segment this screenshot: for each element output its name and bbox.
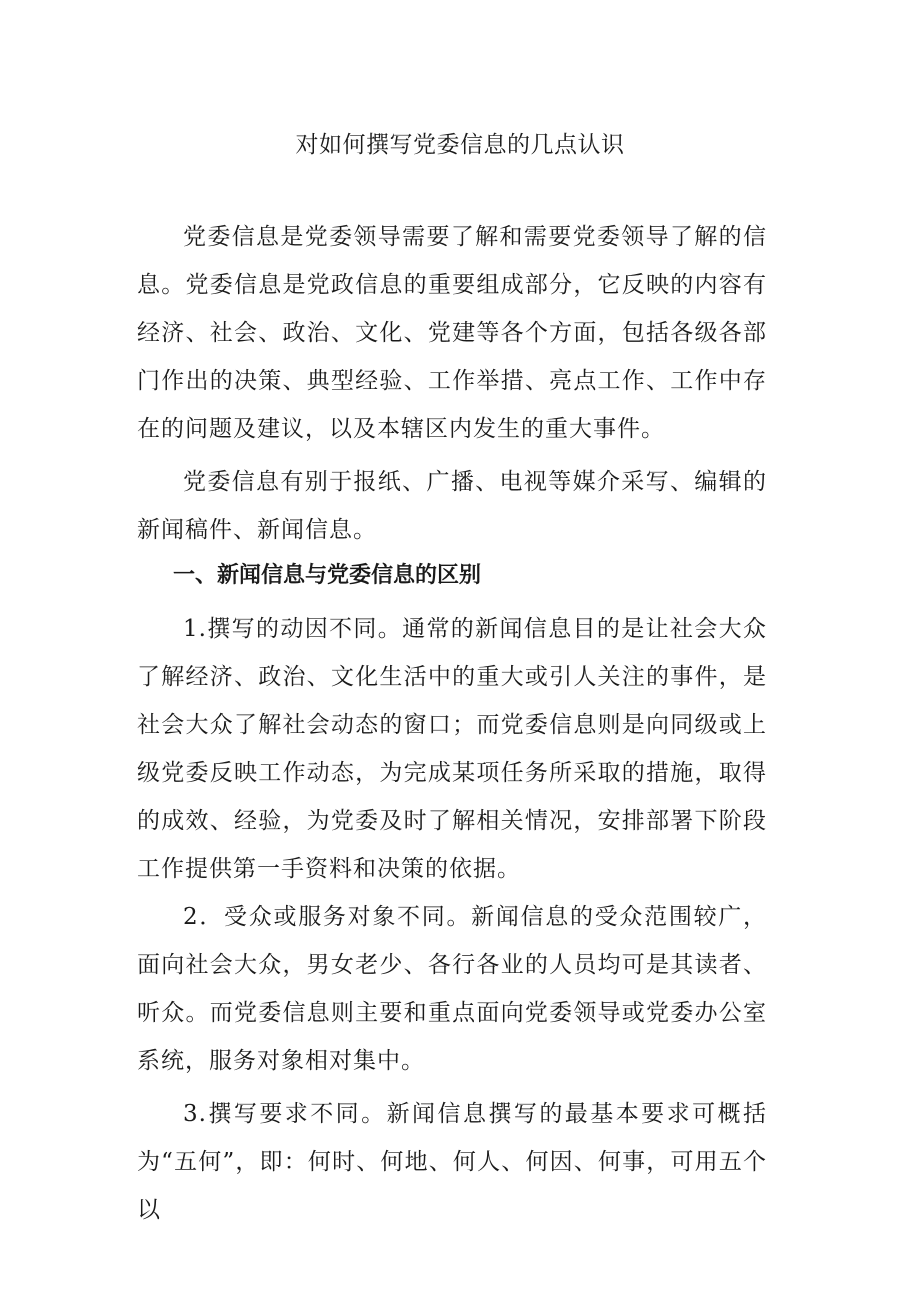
point-audience: 2．受众或服务对象不同。新闻信息的受众范围较广，面向社会大众，男女老少、各行各业的人员均可是其读者、听众。而党委信息则主要和重点面向党委领导或党委办公室系统，服务对象相对集中。 xyxy=(137,904,767,1074)
point-motivation: 1.撰写的动因不同。通常的新闻信息目的是让社会大众了解经济、政治、文化生活中的重大或引人关注的事件，是社会大众了解社会动态的窗口；而党委信息则是向同级或上级党委反映工作动态，为完成某项任务所采取的措施，取得的成效、经验，为党委及时了解相关情况，安排部署下阶段工作提供第一手资料和决策的依据。 xyxy=(137,616,767,882)
section-heading: 一、新闻信息与党委信息的区别 xyxy=(173,563,482,588)
paragraph-definition: 党委信息是党委领导需要了解和需要党委领导了解的信息。党委信息是党政信息的重要组成部分，它反映的内容有经济、社会、政治、文化、党建等各个方面，包括各级各部门作出的决策、典型经验、工作举措、亮点工作、工作中存在的问题及建议，以及本辖区内发生的重大事件。 xyxy=(137,224,767,442)
document-title: 对如何撰写党委信息的几点认识 xyxy=(295,132,625,158)
paragraph-distinction: 党委信息有别于报纸、广播、电视等媒介采写、编辑的新闻稿件、新闻信息。 xyxy=(137,469,767,543)
point-requirements: 3.撰写要求不同。新闻信息撰写的最基本要求可概括为“五何”，即：何时、何地、何人、何因、何事，可用五个以 xyxy=(137,1101,767,1223)
